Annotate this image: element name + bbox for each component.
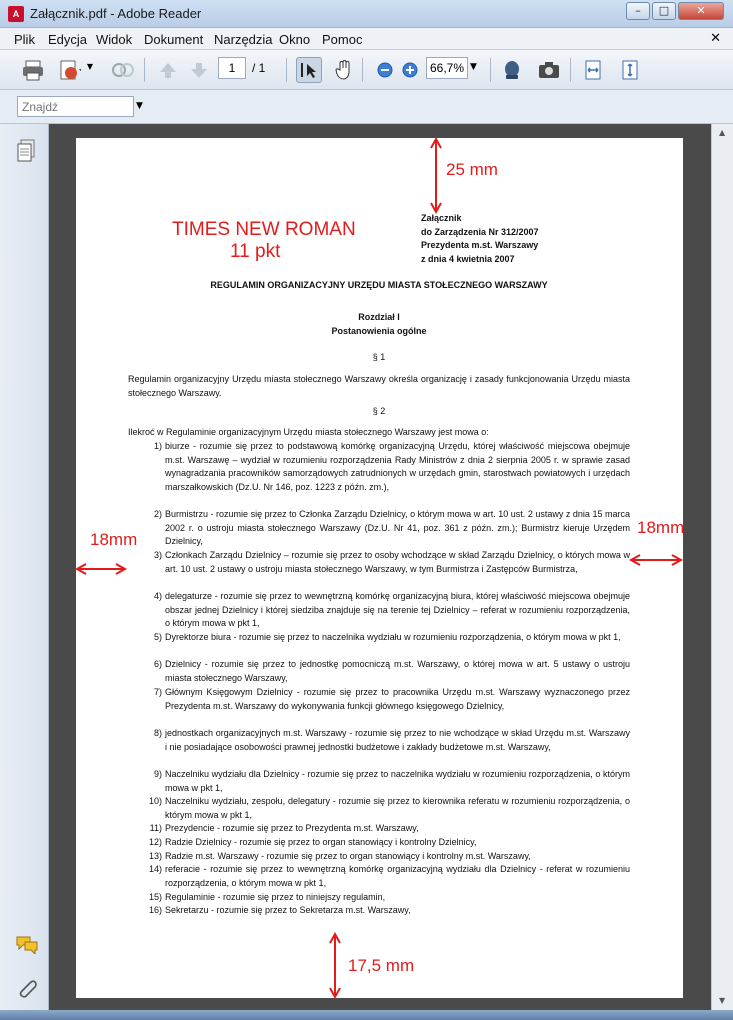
- list-item-text: Burmistrzu - rozumie się przez to Członka Zarządu Dzielnicy, o którym mowa w art. 10 ust. 2 ustawy z dnia 15 marca 2002 r. o ustroju miasta stołecznego Warszawy (Dz.U. Nr 41, poz. 361 z późn. zm.); Burmistrz kieruje Urzędem Dzielnicy,: [165, 509, 630, 547]
- toolbar-separator: [570, 58, 571, 82]
- paragraph-symbol-2: § 2: [372, 406, 386, 416]
- read-aloud-icon[interactable]: [499, 57, 525, 83]
- close-window-button[interactable]: ✕: [678, 2, 724, 20]
- zoom-out-icon[interactable]: [372, 57, 398, 83]
- left-margin-label: 18mm: [90, 530, 138, 549]
- menu-file[interactable]: Plik: [14, 32, 35, 47]
- list-number: 8): [153, 728, 162, 738]
- list-item-text: biurze - rozumie się przez to podstawową komórkę organizacyjną Urzędu, której właściwość miejscowa obejmuje m.st. Warszawę – wydział w rozumieniu rozporządzenia Rady Ministrów z dnia 2 sierpnia 2005 r. w sprawie zasad wynagradzania pracowników samorządowych zatrudnionych w urzędach gmin, starostwach powiatowych i urzędach marszałkowskich (Dz.U. Nr 146, poz. 1223 z późn. zm.),: [165, 441, 630, 492]
- list-item-text: Prezydencie - rozumie się przez to Prezydenta m.st. Warszawy,: [165, 823, 419, 833]
- taskbar-strip: [0, 1010, 733, 1020]
- list-item-text: jednostkach organizacyjnych m.st. Warszawy - rozumie się przez to nie wchodzące w skład Urzędu m.st. Warszawy i nie posiadające osobowości prawnej jednostki budżetowe i zakłady budżetowe m.st. Warszawy,: [165, 728, 630, 752]
- maximize-button[interactable]: □: [652, 2, 676, 20]
- hand-tool-icon[interactable]: [331, 57, 357, 83]
- chapter-heading: Rozdział I: [358, 312, 400, 322]
- list-number: 1): [153, 441, 162, 451]
- list-number: 3): [153, 550, 162, 560]
- attachment-line: z dnia 4 kwietnia 2007: [421, 253, 515, 264]
- menu-tools[interactable]: Narzędzia: [214, 32, 273, 47]
- menu-help[interactable]: Pomoc: [322, 32, 363, 47]
- paragraph-symbol-1: § 1: [372, 352, 386, 362]
- list-item-text: Sekretarzu - rozumie się przez to Sekretarza m.st. Warszawy,: [165, 905, 411, 915]
- font-note-line2: 11 pkt: [230, 241, 281, 262]
- list-item-text: referacie - rozumie się przez to wewnętrzną komórkę organizacyjną wydziału dla Dzielnicy - referat w rozumieniu rozporządzenia, o którym mowa w pkt 1,: [165, 864, 630, 888]
- list-item-text: Naczelniku wydziału, zespołu, delegatury - rozumie się przez to kierownika referatu w rozumieniu rozporządzenia, o którym mowa w pkt 1,: [165, 796, 630, 820]
- snapshot-tool-icon[interactable]: [536, 57, 562, 83]
- list-number: 5): [153, 632, 162, 642]
- adobe-pdf-icon: A: [8, 6, 24, 22]
- close-document-icon[interactable]: ✕: [710, 31, 721, 46]
- fit-width-icon[interactable]: [580, 57, 606, 83]
- zoom-dropdown-icon[interactable]: ▼: [470, 62, 477, 72]
- create-pdf-dropdown-icon[interactable]: ▼: [86, 61, 94, 71]
- find-dropdown-icon[interactable]: ▼: [136, 101, 143, 111]
- select-text-tool-icon[interactable]: [296, 57, 322, 83]
- menu-view[interactable]: Widok: [96, 32, 133, 47]
- toolbar-separator: [490, 58, 491, 82]
- list-number: 4): [153, 591, 162, 601]
- list-number: 9): [153, 769, 162, 779]
- window-title: Załącznik.pdf - Adobe Reader: [30, 6, 202, 21]
- previous-page-icon[interactable]: [155, 57, 181, 83]
- bottom-margin-label: 17,5 mm: [348, 956, 415, 975]
- menu-window[interactable]: Okno: [279, 32, 311, 47]
- paragraph-2-intro: Ilekroć w Regulaminie organizacyjnym Urzędu miasta stołecznego Warszawy jest mowa o:: [128, 427, 489, 437]
- list-item-text: Głównym Księgowym Dzielnicy - rozumie się przez to pracownika Urzędu m.st. Warszawy wyznaczonego przez Prezydenta m.st. Warszawy do wykonywania funkcji głównego księgowego Dzielnicy,: [165, 687, 630, 711]
- menu-bar: [0, 28, 733, 50]
- attachment-header: [421, 212, 581, 266]
- zoom-in-icon[interactable]: [397, 57, 423, 83]
- list-number: 7): [153, 687, 162, 697]
- attachment-line: Prezydenta m.st. Warszawy: [421, 240, 539, 251]
- menu-edit[interactable]: Edycja: [48, 32, 88, 47]
- right-margin-label: 18mm: [637, 518, 685, 537]
- navigation-panel: [0, 124, 49, 1010]
- scroll-up-icon[interactable]: ▲: [719, 128, 726, 137]
- list-number: 13): [148, 851, 162, 861]
- list-number: 6): [153, 659, 162, 669]
- list-item-text: Członkach Zarządu Dzielnicy – rozumie się przez to osoby wchodzące w skład Zarządu Dzielnicy, o których mowa w art. 10 ust. 2 ustawy o ustroju miasta stołecznego Warszawy, w tym Burmistrza i Zastępców Burmistrza,: [165, 550, 630, 574]
- list-item-text: Regulaminie - rozumie się przez to niniejszy regulamin,: [165, 892, 386, 902]
- zoom-level-input[interactable]: 66,7%: [426, 57, 468, 79]
- attachments-icon[interactable]: [16, 976, 38, 1003]
- pages-panel-icon[interactable]: [15, 138, 37, 167]
- vertical-scrollbar[interactable]: [711, 124, 733, 1010]
- list-number: 12): [148, 837, 162, 847]
- list-number: 2): [153, 509, 162, 519]
- next-page-icon[interactable]: [186, 57, 212, 83]
- attachment-line: Załącznik: [421, 213, 462, 223]
- toolbar-separator: [286, 58, 287, 82]
- toolbar-separator: [144, 58, 145, 82]
- document-title: REGULAMIN ORGANIZACYJNY URZĘDU MIASTA STOŁECZNEGO WARSZAWY: [210, 280, 548, 290]
- list-number: 11): [149, 823, 162, 833]
- page-total: / 1: [252, 61, 266, 75]
- print-icon[interactable]: [20, 57, 46, 83]
- list-item-text: Naczelniku wydziału dla Dzielnicy - rozumie się przez to naczelnika wydziału w rozumieniu rozporządzenia, o którym mowa w pkt 1,: [165, 769, 630, 793]
- list-item-text: delegaturze - rozumie się przez to wewnętrzną komórkę organizacyjną biura, której właściwość miejscowa obejmuje obszar jednej Dzielnicy i której siedziba znajduje się na terenie tej Dzielnicy – referat w rozumieniu rozporządzenia, o którym mowa w pkt 1,: [165, 591, 630, 629]
- comments-icon[interactable]: [15, 934, 39, 957]
- list-item-text: Radzie Dzielnicy - rozumie się przez to organ stanowiący i kontrolny Dzielnicy,: [165, 837, 477, 847]
- list-number: 14): [148, 864, 162, 874]
- list-item-text: Radzie m.st. Warszawy - rozumie się przez to organ stanowiący i kontrolny m.st. Warszawy,: [165, 851, 531, 861]
- top-margin-label: 25 mm: [446, 160, 498, 179]
- paragraph-1-text: Regulamin organizacyjny Urzędu miasta stołecznego Warszawy określa organizację i zasady funkcjonowania Urzędu miasta stołecznego Warszawy.: [128, 374, 630, 398]
- collaborate-icon[interactable]: [110, 57, 136, 83]
- scroll-down-icon[interactable]: ▼: [719, 996, 726, 1005]
- chapter-title: Postanowienia ogólne: [331, 326, 427, 336]
- attachment-line: do Zarządzenia Nr 312/2007: [421, 226, 539, 237]
- list-number: 10): [148, 796, 162, 806]
- list-item-text: Dzielnicy - rozumie się przez to jednostkę pomocniczą m.st. Warszawy, o której mowa w art. 5 ustawy o ustroju miasta stołecznego Warszawy,: [165, 659, 630, 683]
- toolbar: [0, 50, 733, 90]
- fit-page-icon[interactable]: [617, 57, 643, 83]
- list-number: 16): [148, 905, 162, 915]
- list-number: 15): [148, 892, 162, 902]
- create-pdf-icon[interactable]: [56, 57, 82, 83]
- find-input[interactable]: [17, 96, 134, 117]
- font-note-line1: TIMES NEW ROMAN: [172, 219, 356, 240]
- title-bar: [0, 0, 733, 28]
- page-number-input[interactable]: 1: [218, 57, 246, 79]
- menu-document[interactable]: Dokument: [144, 32, 204, 47]
- list-item-text: Dyrektorze biura - rozumie się przez to naczelnika wydziału w rozumieniu rozporządzenia, o którym mowa w pkt 1,: [165, 632, 621, 642]
- minimize-button[interactable]: –: [626, 2, 650, 20]
- toolbar-separator: [362, 58, 363, 82]
